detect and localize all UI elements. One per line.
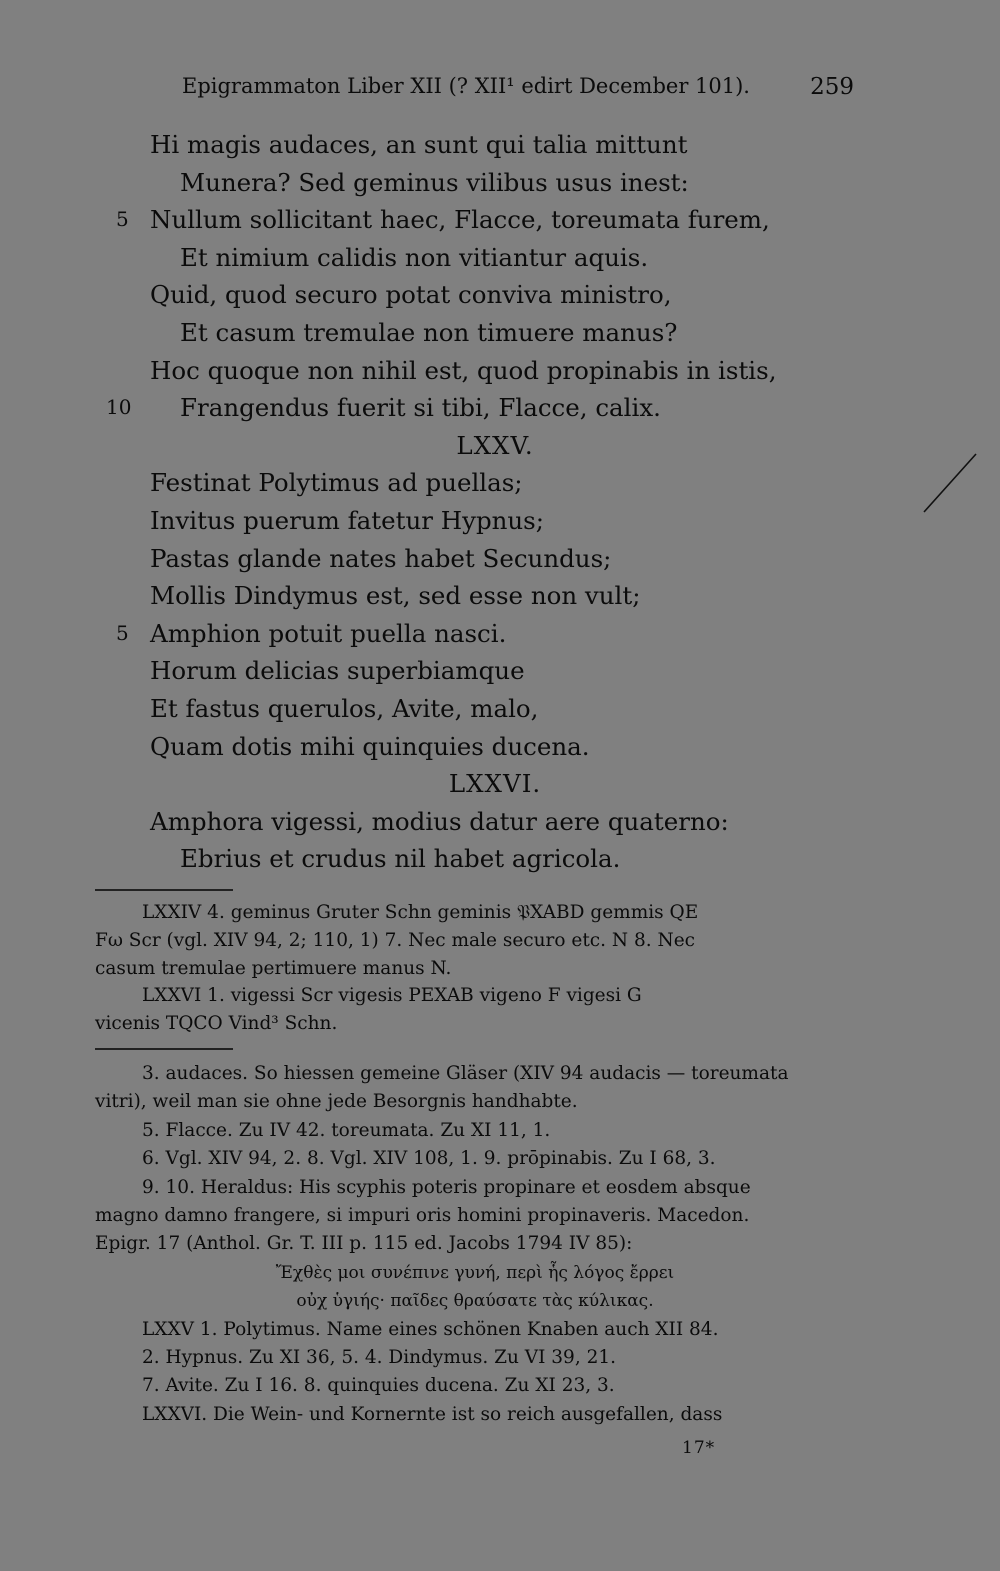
verse-text-line: Festinat Polytimus ad puellas;	[150, 468, 523, 498]
verse-text-line: Quam dotis mihi quinquies ducena.	[150, 731, 590, 761]
critical-apparatus	[95, 899, 855, 1038]
apparatus-line: Fω Scr (vgl. XIV 94, 2; 110, 1) 7. Nec male securo etc. N 8. Nec	[95, 929, 696, 951]
line-number: 5	[116, 207, 129, 232]
verse-line	[150, 690, 870, 728]
note-line: 5. Flacce. Zu IV 42. toreumata. Zu XI 11, 1.	[142, 1119, 551, 1141]
verse-line	[106, 389, 870, 427]
apparatus-rule	[95, 889, 233, 891]
verse-line	[150, 652, 870, 690]
page-header	[182, 74, 854, 104]
verse-text-line: Munera? Sed geminus vilibus usus inest:	[180, 167, 689, 197]
verse-line	[150, 803, 870, 841]
note-line: 2. Hypnus. Zu XI 36, 5. 4. Dindymus. Zu VI 39, 21.	[142, 1346, 617, 1368]
verse-line	[150, 164, 870, 202]
verse-line	[150, 840, 870, 878]
signature-mark: 17*	[682, 1438, 716, 1458]
greek-quote-line: Ἔχθὲς μοι συνέπινε γυνή, περὶ ἧς λόγος ἔρρει	[275, 1262, 675, 1283]
verse-text-line: Nullum sollicitant haec, Flacce, toreumata furem,	[150, 205, 770, 235]
verse-line	[150, 314, 870, 352]
verse-line	[150, 728, 870, 766]
commentary-notes	[95, 1060, 855, 1429]
note-line: vitri), weil man sie ohne jede Besorgnis handhabte.	[95, 1091, 578, 1113]
verse-text-line: Hi magis audaces, an sunt qui talia mittunt	[150, 130, 688, 159]
note-line: 7. Avite. Zu I 16. 8. quinquies ducena. Zu XI 23, 3.	[142, 1375, 615, 1397]
note-line: LXXV 1. Polytimus. Name eines schönen Knaben auch XII 84.	[142, 1318, 719, 1340]
verse-text-line: Mollis Dindymus est, sed esse non vult;	[150, 581, 641, 611]
notes-rule	[95, 1048, 233, 1050]
note-line: Epigr. 17 (Anthol. Gr. T. III p. 115 ed. Jacobs 1794 IV 85):	[95, 1233, 633, 1255]
verse-line	[150, 276, 870, 314]
epigram-heading: LXXVI.	[448, 769, 542, 799]
verse-text-line: Amphion potuit puella nasci.	[150, 618, 507, 648]
pencil-stroke	[918, 450, 988, 520]
note-line: 6. Vgl. XIV 94, 2. 8. Vgl. XIV 108, 1. 9. prōpinabis. Zu I 68, 3.	[142, 1148, 716, 1170]
page-number: 259	[810, 74, 854, 100]
verse-text-line: Quid, quod securo potat conviva ministro,	[150, 280, 672, 310]
note-line: magno damno frangere, si impuri oris homini propinaveris. Macedon.	[95, 1204, 750, 1226]
verse-text-line: Et casum tremulae non timuere manus?	[180, 317, 678, 347]
verse-text-line: Amphora vigessi, modius datur aere quaterno:	[150, 806, 729, 836]
apparatus-line: casum tremulae pertimuere manus N.	[95, 957, 452, 979]
verse-text	[106, 126, 870, 878]
verse-text-line: Et nimium calidis non vitiantur aquis.	[180, 242, 649, 272]
note-line: 3. audaces. So hiessen gemeine Gläser (XIV 94 audacis — toreumata	[142, 1063, 789, 1084]
verse-line	[150, 577, 870, 615]
verse-line	[150, 464, 870, 502]
verse-line	[116, 201, 870, 239]
verse-text-line: Invitus puerum fatetur Hypnus;	[150, 505, 545, 535]
epigram-heading: LXXV.	[456, 430, 534, 460]
note-line: LXXVI. Die Wein- und Kornernte ist so reich ausgefallen, dass	[142, 1403, 723, 1425]
verse-line	[150, 540, 870, 578]
verse-text-line: Pastas glande nates habet Secundus;	[150, 543, 612, 573]
note-line: 9. 10. Heraldus: His scyphis poteris propinare et eosdem absque	[142, 1176, 751, 1198]
verse-text-line: Hoc quoque non nihil est, quod propinabis in istis,	[150, 355, 777, 385]
verse-line	[116, 615, 870, 653]
verse-line	[150, 352, 870, 390]
line-number: 5	[116, 620, 129, 645]
verse-text-line: Horum delicias superbiamque	[150, 656, 525, 686]
verse-line	[150, 126, 870, 164]
verse-text-line: Ebrius et crudus nil habet agricola.	[180, 844, 621, 874]
verse-text-line: Et fastus querulos, Avite, malo,	[150, 693, 539, 723]
running-head: Epigrammaton Liber XII (? XII¹ edirt December 101).	[182, 74, 750, 98]
apparatus-line: vicenis TQCO Vind³ Schn.	[95, 1013, 338, 1035]
greek-quote-line: οὐχ ὑγιής· παῖδες θραύσατε τὰς κύλικας.	[296, 1291, 654, 1312]
verse-line	[150, 239, 870, 277]
apparatus-line: LXXIV 4. geminus Gruter Schn geminis 𝔓XABD gemmis QE	[142, 902, 699, 923]
verse-line	[150, 502, 870, 540]
apparatus-line: LXXVI 1. vigessi Scr vigesis PEXAB vigeno F vigesi G	[142, 985, 642, 1007]
verse-text-line: Frangendus fuerit si tibi, Flacce, calix.	[180, 393, 661, 423]
line-number: 10	[106, 395, 132, 420]
